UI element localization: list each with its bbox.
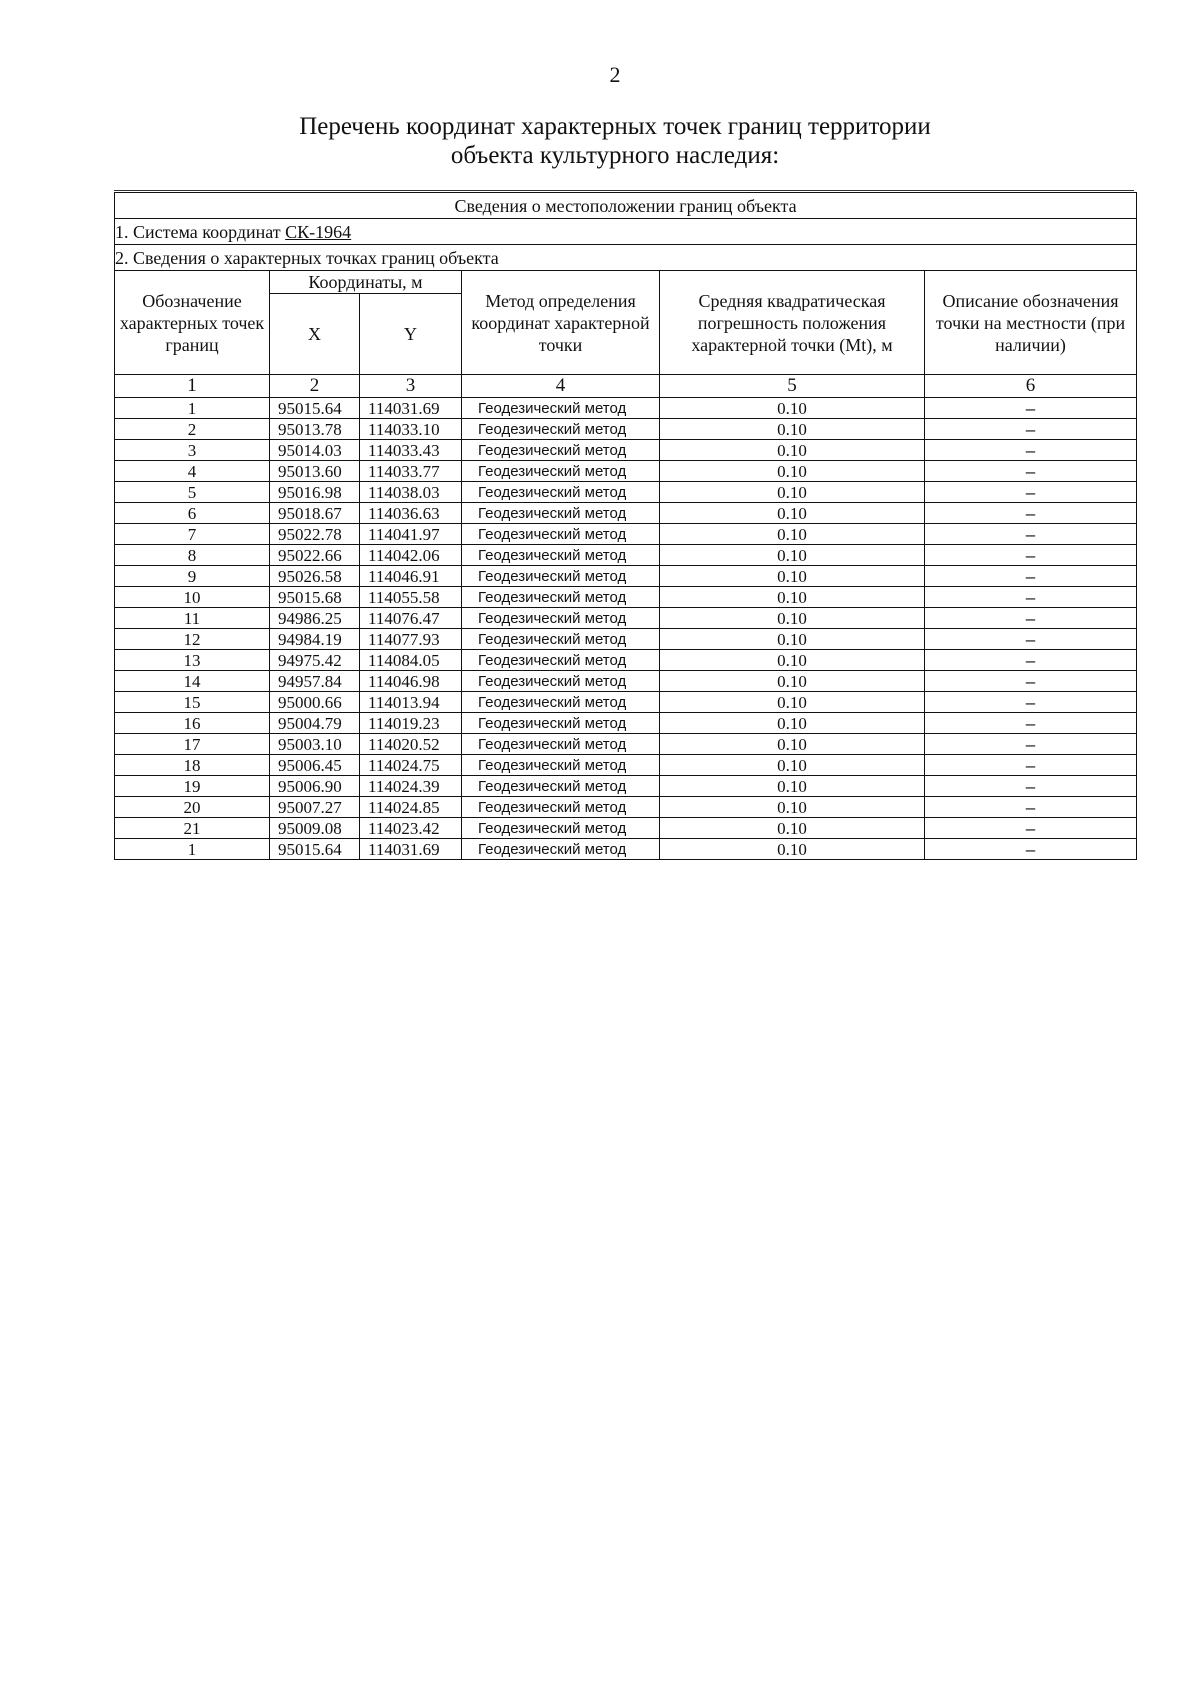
y-coordinate-cell: 114031.69 (360, 839, 462, 860)
point-number-cell: 14 (115, 671, 270, 692)
method-cell: Геодезический метод (462, 671, 660, 692)
description-cell: – (925, 818, 1137, 839)
x-coordinate-cell: 95015.64 (270, 398, 360, 419)
point-number-cell: 10 (115, 587, 270, 608)
point-number-cell: 1 (115, 398, 270, 419)
header-coordinates: Координаты, м (270, 271, 462, 294)
table-row (115, 398, 1137, 419)
header-description: Описание обозначения точки на местности (при наличии) (925, 271, 1137, 375)
error-cell: 0.10 (660, 839, 925, 860)
point-number-cell: 17 (115, 734, 270, 755)
page-number: 2 (609, 62, 621, 87)
x-coordinate-cell: 95000.66 (270, 692, 360, 713)
table-row (115, 545, 1137, 566)
y-coordinate-cell: 114038.03 (360, 482, 462, 503)
coordinate-system-value: СК-1964 (285, 221, 352, 242)
description-cell: – (925, 692, 1137, 713)
method-cell: Геодезический метод (462, 566, 660, 587)
error-cell: 0.10 (660, 671, 925, 692)
table-row (115, 419, 1137, 440)
error-cell: 0.10 (660, 734, 925, 755)
table-row (115, 566, 1137, 587)
error-cell: 0.10 (660, 503, 925, 524)
table-row (115, 776, 1137, 797)
y-coordinate-cell: 114013.94 (360, 692, 462, 713)
error-cell: 0.10 (660, 524, 925, 545)
description-cell: – (925, 776, 1137, 797)
x-coordinate-cell: 95004.79 (270, 713, 360, 734)
table-row (115, 524, 1137, 545)
column-number: 3 (360, 375, 462, 398)
table-row (115, 797, 1137, 818)
coordinate-system-label: 1. Система координат (115, 221, 281, 242)
x-coordinate-cell: 94975.42 (270, 650, 360, 671)
section-title-row (115, 193, 1137, 219)
points-section-title: 2. Сведения о характерных точках границ объекта (115, 245, 1137, 271)
y-coordinate-cell: 114042.06 (360, 545, 462, 566)
description-cell: – (925, 734, 1137, 755)
x-coordinate-cell: 95015.64 (270, 839, 360, 860)
x-coordinate-cell: 95003.10 (270, 734, 360, 755)
error-cell: 0.10 (660, 713, 925, 734)
method-cell: Геодезический метод (462, 713, 660, 734)
error-cell: 0.10 (660, 818, 925, 839)
column-numbers-row (115, 375, 1137, 398)
x-coordinate-cell: 94984.19 (270, 629, 360, 650)
method-cell: Геодезический метод (462, 524, 660, 545)
x-coordinate-cell: 95006.45 (270, 755, 360, 776)
table-row (115, 650, 1137, 671)
x-coordinate-cell: 95014.03 (270, 440, 360, 461)
x-coordinate-cell: 95026.58 (270, 566, 360, 587)
y-coordinate-cell: 114077.93 (360, 629, 462, 650)
x-coordinate-cell: 95013.60 (270, 461, 360, 482)
column-number: 4 (462, 375, 660, 398)
x-coordinate-cell: 95015.68 (270, 587, 360, 608)
method-cell: Геодезический метод (462, 608, 660, 629)
point-number-cell: 4 (115, 461, 270, 482)
y-coordinate-cell: 114031.69 (360, 398, 462, 419)
table-row (115, 818, 1137, 839)
y-coordinate-cell: 114033.43 (360, 440, 462, 461)
y-coordinate-cell: 114041.97 (360, 524, 462, 545)
table-row (115, 503, 1137, 524)
error-cell: 0.10 (660, 482, 925, 503)
error-cell: 0.10 (660, 776, 925, 797)
table-row (115, 734, 1137, 755)
error-cell: 0.10 (660, 608, 925, 629)
y-coordinate-cell: 114076.47 (360, 608, 462, 629)
method-cell: Геодезический метод (462, 797, 660, 818)
y-coordinate-cell: 114033.77 (360, 461, 462, 482)
description-cell: – (925, 440, 1137, 461)
x-coordinate-cell: 95007.27 (270, 797, 360, 818)
y-coordinate-cell: 114020.52 (360, 734, 462, 755)
method-cell: Геодезический метод (462, 440, 660, 461)
document-title (0, 112, 1200, 170)
table-row (115, 839, 1137, 860)
table-top-rule (114, 190, 1134, 191)
point-number-cell: 9 (115, 566, 270, 587)
description-cell: – (925, 503, 1137, 524)
method-cell: Геодезический метод (462, 398, 660, 419)
point-number-cell: 16 (115, 713, 270, 734)
method-cell: Геодезический метод (462, 818, 660, 839)
coordinate-rows (115, 398, 1137, 860)
column-number: 1 (115, 375, 270, 398)
method-cell: Геодезический метод (462, 419, 660, 440)
point-number-cell: 21 (115, 818, 270, 839)
header-error: Средняя квадратическая погрешность положения характерной точки (Mt), м (660, 271, 925, 375)
x-coordinate-cell: 95022.66 (270, 545, 360, 566)
y-coordinate-cell: 114024.75 (360, 755, 462, 776)
description-cell: – (925, 713, 1137, 734)
error-cell: 0.10 (660, 755, 925, 776)
point-number-cell: 7 (115, 524, 270, 545)
coordinates-table (114, 192, 1137, 860)
description-cell: – (925, 608, 1137, 629)
description-cell: – (925, 587, 1137, 608)
error-cell: 0.10 (660, 419, 925, 440)
point-number-cell: 2 (115, 419, 270, 440)
method-cell: Геодезический метод (462, 503, 660, 524)
description-cell: – (925, 671, 1137, 692)
x-coordinate-cell: 94957.84 (270, 671, 360, 692)
error-cell: 0.10 (660, 650, 925, 671)
column-number: 6 (925, 375, 1137, 398)
method-cell: Геодезический метод (462, 734, 660, 755)
error-cell: 0.10 (660, 566, 925, 587)
table-row (115, 713, 1137, 734)
error-cell: 0.10 (660, 629, 925, 650)
method-cell: Геодезический метод (462, 482, 660, 503)
document-title-line-1: Перечень координат характерных точек границ территории (299, 113, 931, 140)
x-coordinate-cell: 95022.78 (270, 524, 360, 545)
method-cell: Геодезический метод (462, 629, 660, 650)
description-cell: – (925, 566, 1137, 587)
header-x: X (270, 294, 360, 375)
table-row (115, 629, 1137, 650)
x-coordinate-cell: 95013.78 (270, 419, 360, 440)
y-coordinate-cell: 114033.10 (360, 419, 462, 440)
points-section-row (115, 245, 1137, 271)
point-number-cell: 13 (115, 650, 270, 671)
x-coordinate-cell: 95018.67 (270, 503, 360, 524)
point-number-cell: 11 (115, 608, 270, 629)
description-cell: – (925, 419, 1137, 440)
point-number-cell: 8 (115, 545, 270, 566)
error-cell: 0.10 (660, 440, 925, 461)
header-row-1 (115, 271, 1137, 294)
description-cell: – (925, 629, 1137, 650)
y-coordinate-cell: 114046.91 (360, 566, 462, 587)
column-number: 5 (660, 375, 925, 398)
description-cell: – (925, 524, 1137, 545)
method-cell: Геодезический метод (462, 755, 660, 776)
point-number-cell: 6 (115, 503, 270, 524)
method-cell: Геодезический метод (462, 650, 660, 671)
point-number-cell: 1 (115, 839, 270, 860)
description-cell: – (925, 839, 1137, 860)
description-cell: – (925, 461, 1137, 482)
x-coordinate-cell: 95016.98 (270, 482, 360, 503)
coordinate-system-row (115, 219, 1137, 245)
y-coordinate-cell: 114046.98 (360, 671, 462, 692)
description-cell: – (925, 650, 1137, 671)
point-number-cell: 3 (115, 440, 270, 461)
x-coordinate-cell: 94986.25 (270, 608, 360, 629)
header-designation: Обозначение характерных точек границ (115, 271, 270, 375)
description-cell: – (925, 797, 1137, 818)
header-y: Y (360, 294, 462, 375)
description-cell: – (925, 755, 1137, 776)
error-cell: 0.10 (660, 797, 925, 818)
x-coordinate-cell: 95009.08 (270, 818, 360, 839)
y-coordinate-cell: 114019.23 (360, 713, 462, 734)
table-row (115, 440, 1137, 461)
error-cell: 0.10 (660, 587, 925, 608)
error-cell: 0.10 (660, 398, 925, 419)
table-row (115, 755, 1137, 776)
y-coordinate-cell: 114084.05 (360, 650, 462, 671)
method-cell: Геодезический метод (462, 587, 660, 608)
y-coordinate-cell: 114055.58 (360, 587, 462, 608)
x-coordinate-cell: 95006.90 (270, 776, 360, 797)
description-cell: – (925, 545, 1137, 566)
error-cell: 0.10 (660, 461, 925, 482)
method-cell: Геодезический метод (462, 692, 660, 713)
description-cell: – (925, 482, 1137, 503)
method-cell: Геодезический метод (462, 776, 660, 797)
method-cell: Геодезический метод (462, 545, 660, 566)
y-coordinate-cell: 114036.63 (360, 503, 462, 524)
column-number: 2 (270, 375, 360, 398)
document-title-line-2: объекта культурного наследия: (450, 142, 780, 169)
method-cell: Геодезический метод (462, 461, 660, 482)
table-row (115, 671, 1137, 692)
point-number-cell: 5 (115, 482, 270, 503)
coordinate-system (115, 219, 1137, 245)
y-coordinate-cell: 114024.39 (360, 776, 462, 797)
point-number-cell: 12 (115, 629, 270, 650)
method-cell: Геодезический метод (462, 839, 660, 860)
point-number-cell: 18 (115, 755, 270, 776)
error-cell: 0.10 (660, 692, 925, 713)
description-cell: – (925, 398, 1137, 419)
point-number-cell: 15 (115, 692, 270, 713)
point-number-cell: 19 (115, 776, 270, 797)
section-title: Сведения о местоположении границ объекта (115, 193, 1137, 219)
table-row (115, 482, 1137, 503)
error-cell: 0.10 (660, 545, 925, 566)
table-row (115, 692, 1137, 713)
table-row (115, 461, 1137, 482)
y-coordinate-cell: 114024.85 (360, 797, 462, 818)
point-number-cell: 20 (115, 797, 270, 818)
table-row (115, 587, 1137, 608)
y-coordinate-cell: 114023.42 (360, 818, 462, 839)
table-row (115, 608, 1137, 629)
header-method: Метод определения координат характерной точки (462, 271, 660, 375)
